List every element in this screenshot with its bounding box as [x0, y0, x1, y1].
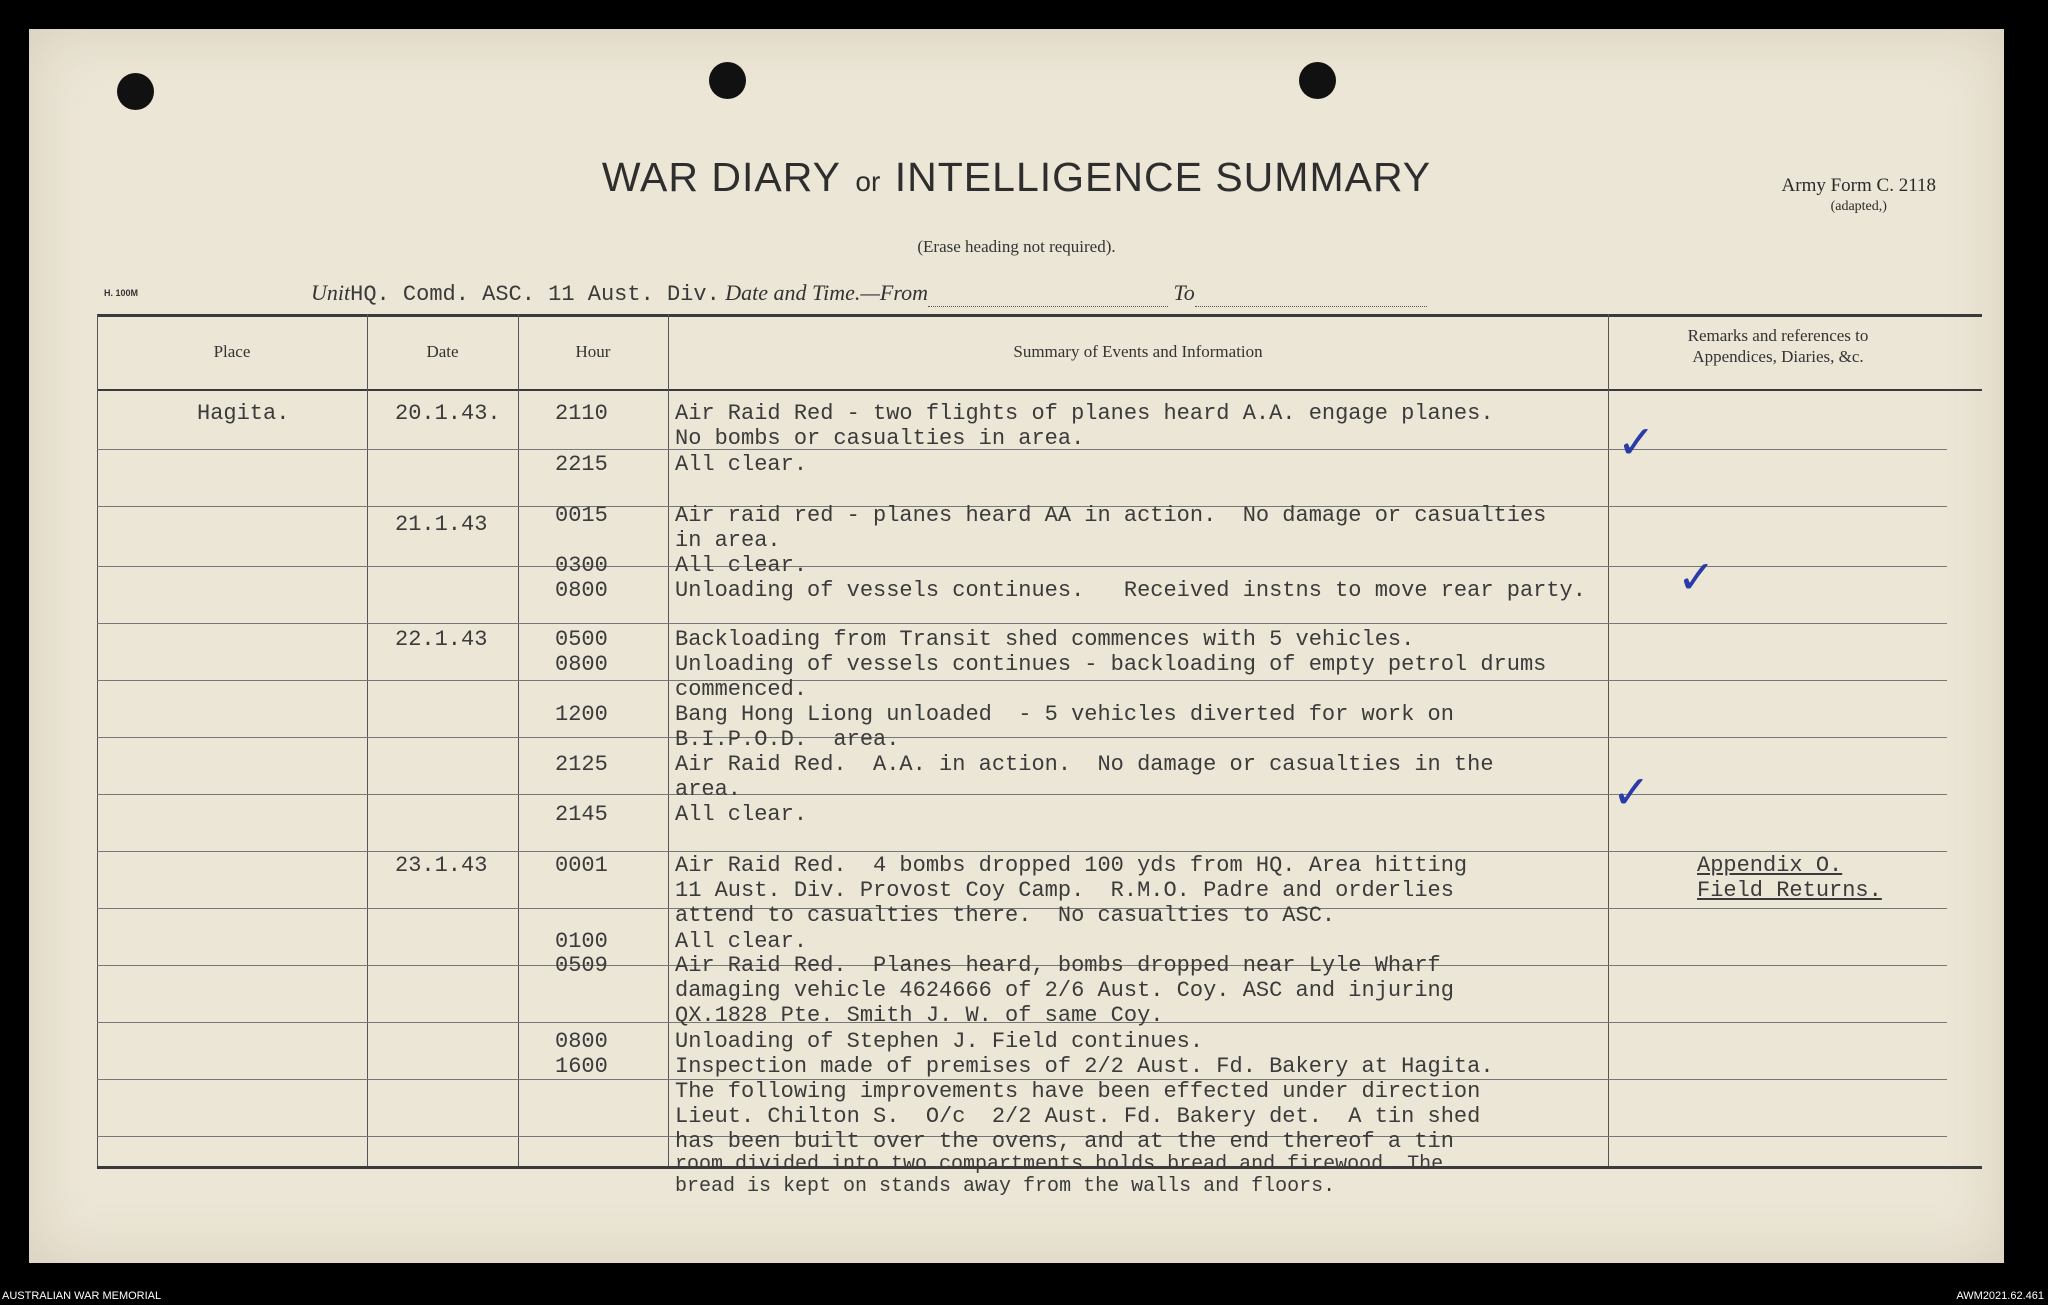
- summary-line: QX.1828 Pte. Smith J. W. of same Coy.: [675, 1003, 1164, 1028]
- summary-line: B.I.P.O.D. area.: [675, 727, 900, 752]
- form-number-text: Army Form C. 2118: [1781, 175, 1936, 196]
- table-top-rule: [97, 314, 1982, 317]
- date-cell: 21.1.43: [395, 512, 488, 537]
- date-cell: 23.1.43: [395, 853, 488, 878]
- summary-line: damaging vehicle 4624666 of 2/6 Aust. Coy. ASC and injuring: [675, 978, 1454, 1003]
- form-number: [1782, 175, 1936, 215]
- handwritten-initials-mark: ✓: [1612, 765, 1651, 819]
- summary-line: commenced.: [675, 677, 808, 702]
- date-cell: 22.1.43: [395, 627, 488, 652]
- column-divider: [668, 314, 669, 1166]
- row-divider: [97, 566, 1947, 567]
- summary-line: No bombs or casualties in area.: [675, 426, 1085, 451]
- page-subtitle: (Erase heading not required).: [917, 237, 1116, 256]
- summary-line: Bang Hong Liong unloaded - 5 vehicles diverted for work on: [675, 702, 1454, 727]
- column-divider: [367, 314, 368, 1166]
- hour-cell: 0800: [555, 652, 608, 677]
- row-divider: [97, 737, 1947, 738]
- summary-line: has been built over the ovens, and at the end thereof a tin: [675, 1129, 1454, 1154]
- summary-line: Unloading of Stephen J. Field continues.: [675, 1029, 1204, 1054]
- archive-reference: AWM2021.62.461: [1956, 1290, 2044, 1302]
- header-date: Date: [426, 342, 459, 361]
- punch-hole: [1299, 62, 1336, 99]
- hour-cell: 0100: [555, 929, 608, 954]
- hour-cell: 2145: [555, 802, 608, 827]
- column-divider: [518, 314, 519, 1166]
- diary-page: [29, 29, 2004, 1263]
- header-remarks-line1: Remarks and references to: [1687, 326, 1869, 345]
- column-divider: [97, 314, 98, 1166]
- summary-line: bread is kept on stands away from the walls and floors.: [675, 1175, 1336, 1198]
- date-time-label: Date and Time.—From: [725, 280, 928, 305]
- hour-cell: 2125: [555, 752, 608, 777]
- title-intelligence-summary: INTELLIGENCE SUMMARY: [894, 154, 1432, 200]
- summary-line: All clear.: [675, 452, 808, 477]
- hour-cell: 0500: [555, 627, 608, 652]
- hour-cell: 1600: [555, 1054, 608, 1079]
- hour-cell: 0001: [555, 853, 608, 878]
- summary-line: Unloading of vessels continues - backloading of empty petrol drums: [675, 652, 1547, 677]
- summary-line: in area.: [675, 528, 781, 553]
- hour-cell: 0800: [555, 1029, 608, 1054]
- hour-cell: 2110: [555, 401, 608, 426]
- row-divider: [97, 623, 1947, 624]
- hour-cell: 1200: [555, 702, 608, 727]
- handwritten-initials-mark: ✓: [1617, 415, 1656, 469]
- punch-hole: [709, 62, 746, 99]
- to-label: To: [1173, 280, 1195, 305]
- unit-value: HQ. Comd. ASC. 11 Aust. Div.: [350, 282, 720, 307]
- column-divider: [1608, 314, 1609, 1166]
- hour-cell: 0015: [555, 503, 608, 528]
- diary-table: [97, 285, 1982, 1198]
- summary-line: Air raid red - planes heard AA in action. No damage or casualties: [675, 503, 1547, 528]
- page-title: [29, 154, 2004, 201]
- summary-line: The following improvements have been effected under direction: [675, 1079, 1481, 1104]
- date-cell: 20.1.43.: [395, 401, 501, 426]
- summary-line: attend to casualties there. No casualties to ASC.: [675, 903, 1336, 928]
- hour-cell: 0800: [555, 578, 608, 603]
- row-divider: [97, 851, 1947, 852]
- summary-line: All clear.: [675, 929, 808, 954]
- summary-line: area.: [675, 777, 742, 802]
- print-code: H. 100M: [104, 288, 139, 298]
- summary-line: Backloading from Transit shed commences with 5 vehicles.: [675, 627, 1415, 652]
- summary-line: All clear.: [675, 802, 808, 827]
- remark-field-returns: Field Returns.: [1697, 878, 1882, 903]
- summary-line: Air Raid Red. Planes heard, bombs dropped near Lyle Wharf: [675, 953, 1441, 978]
- hour-cell: 0300: [555, 553, 608, 578]
- hour-cell: 0509: [555, 953, 608, 978]
- summary-line: 11 Aust. Div. Provost Coy Camp. R.M.O. Padre and orderlies: [675, 878, 1454, 903]
- place-cell: Hagita.: [197, 401, 290, 426]
- header-remarks-line2: Appendices, Diaries, &c.: [1692, 347, 1864, 366]
- header-bottom-rule: [97, 389, 1982, 391]
- hour-cell: 2215: [555, 452, 608, 477]
- form-adapted-text: (adapted,): [1830, 199, 1887, 214]
- header-hour: Hour: [575, 342, 611, 361]
- summary-line: Air Raid Red - two flights of planes heard A.A. engage planes.: [675, 401, 1494, 426]
- title-or: or: [855, 166, 881, 197]
- summary-line: Air Raid Red. 4 bombs dropped 100 yds from HQ. Area hitting: [675, 853, 1468, 878]
- row-divider: [97, 794, 1947, 795]
- summary-line: Inspection made of premises of 2/2 Aust. Fd. Bakery at Hagita.: [675, 1054, 1494, 1079]
- header-place: Place: [213, 342, 251, 361]
- archive-credit: AUSTRALIAN WAR MEMORIAL: [2, 1290, 162, 1302]
- summary-line: Lieut. Chilton S. O/c 2/2 Aust. Fd. Bakery det. A tin shed: [675, 1104, 1481, 1129]
- punch-hole: [117, 73, 154, 110]
- summary-line: room divided into two compartments holds bread and firewood. The: [675, 1153, 1444, 1176]
- summary-line: Unloading of vessels continues. Received instns to move rear party.: [675, 578, 1586, 603]
- header-remarks: [1608, 325, 1948, 367]
- row-divider: [97, 680, 1947, 681]
- title-war-diary: WAR DIARY: [601, 154, 841, 200]
- unit-label: Unit: [311, 280, 351, 305]
- summary-line: Air Raid Red. A.A. in action. No damage or casualties in the: [675, 752, 1494, 777]
- handwritten-initials-mark: ✓: [1677, 550, 1716, 604]
- header-summary: Summary of Events and Information: [1013, 342, 1263, 361]
- remark-appendix: Appendix O.: [1697, 853, 1843, 878]
- summary-line: All clear.: [675, 553, 808, 578]
